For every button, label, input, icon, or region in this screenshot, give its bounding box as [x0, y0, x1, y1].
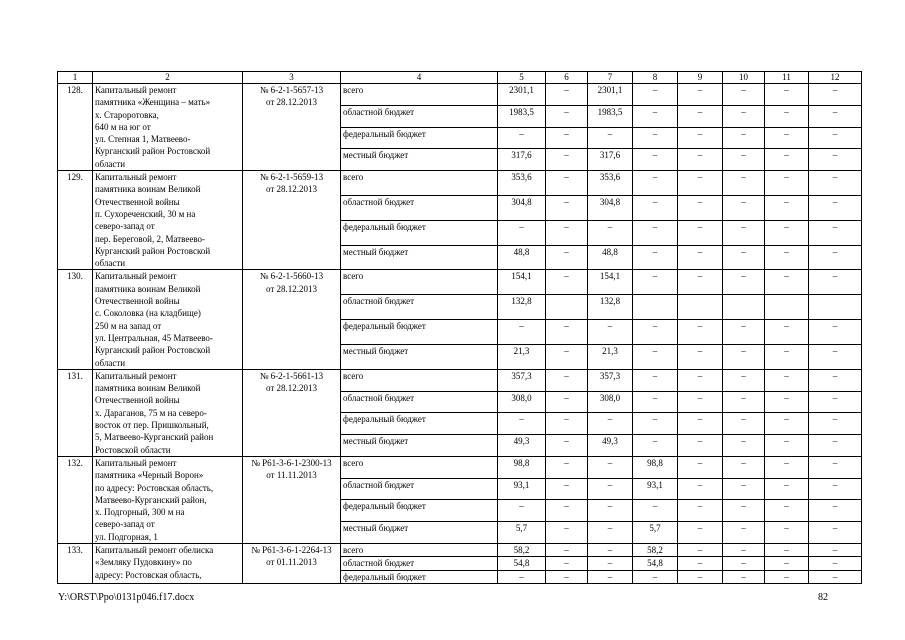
budget-value: 54,8 — [498, 557, 546, 570]
budget-value: – — [546, 127, 588, 149]
table-row — [58, 270, 862, 295]
budget-value: – — [498, 320, 546, 345]
budget-value: – — [633, 435, 678, 457]
budget-value: – — [546, 435, 588, 457]
column-number-row — [58, 72, 862, 84]
budget-value: – — [765, 344, 809, 369]
budget-value: 5,7 — [633, 522, 678, 544]
expertise-conclusion: № 6-2-1-5660-13 от 28.12.2013 — [243, 270, 341, 369]
budget-value: – — [633, 413, 678, 435]
budget-value: – — [546, 195, 588, 220]
budget-value: – — [723, 456, 765, 478]
row-number: 129. — [58, 171, 93, 270]
budget-value: – — [633, 220, 678, 245]
funding-source: местный бюджет — [341, 245, 498, 270]
budget-value: 353,6 — [588, 171, 633, 196]
column-number: 1 — [58, 72, 93, 84]
funding-source: федеральный бюджет — [341, 320, 498, 345]
budget-value: – — [546, 320, 588, 345]
budget-value: – — [633, 344, 678, 369]
budget-value: – — [765, 149, 809, 171]
budget-value: – — [723, 435, 765, 457]
row-number: 132. — [58, 456, 93, 543]
budget-value: – — [809, 344, 862, 369]
row-number: 131. — [58, 369, 93, 456]
funding-source: местный бюджет — [341, 435, 498, 457]
budget-value: – — [546, 413, 588, 435]
budget-value: – — [809, 456, 862, 478]
budget-value: – — [678, 557, 723, 570]
budget-value: – — [809, 149, 862, 171]
row-number: 130. — [58, 270, 93, 369]
budget-value: – — [765, 105, 809, 127]
budget-value: – — [546, 84, 588, 106]
budget-value: 317,6 — [498, 149, 546, 171]
budget-value: – — [546, 369, 588, 391]
budget-value: – — [633, 171, 678, 196]
budget-value: – — [723, 270, 765, 295]
budget-value: – — [809, 195, 862, 220]
budget-value: – — [546, 105, 588, 127]
budget-value: – — [809, 84, 862, 106]
budget-value: 132,8 — [498, 295, 546, 320]
page-number: 82 — [818, 592, 828, 603]
budget-value: – — [678, 245, 723, 270]
budget-value — [633, 295, 678, 320]
budget-value: – — [633, 320, 678, 345]
budget-value: – — [678, 171, 723, 196]
budget-value: – — [765, 500, 809, 522]
budget-value: – — [588, 570, 633, 583]
object-name: Капитальный ремонт памятника «Черный Ворон» по адресу: Ростовская область, Матвеево-Курганский район, х. Подгорный, 300 м на северо-запад от ул. Подгорная, 1 — [93, 456, 243, 543]
budget-value: 49,3 — [588, 435, 633, 457]
budget-value: – — [546, 270, 588, 295]
budget-value: – — [723, 105, 765, 127]
expertise-conclusion: № Р61-3-6-1-2300-13 от 11.11.2013 — [243, 456, 341, 543]
funding-source: всего — [341, 456, 498, 478]
budget-value — [723, 295, 765, 320]
budget-value: – — [809, 320, 862, 345]
budget-value: – — [678, 105, 723, 127]
budget-value: 58,2 — [498, 543, 546, 556]
budget-value: 1983,5 — [498, 105, 546, 127]
budget-value: 21,3 — [588, 344, 633, 369]
budget-value: 154,1 — [498, 270, 546, 295]
budget-value: – — [765, 320, 809, 345]
budget-value: 154,1 — [588, 270, 633, 295]
budget-value: – — [678, 500, 723, 522]
funding-source: областной бюджет — [341, 195, 498, 220]
budget-value: – — [588, 320, 633, 345]
budget-value: – — [765, 84, 809, 106]
budget-value: – — [765, 456, 809, 478]
budget-value: – — [633, 570, 678, 583]
column-number: 2 — [93, 72, 243, 84]
budget-value: – — [765, 220, 809, 245]
object-name: Капитальный ремонт памятника воинам Великой Отечественной войны с. Соколовка (на кладбище) 250 м на запад от ул. Центральная, 45 Матвеево- Курганский район Ростовской области — [93, 270, 243, 369]
column-number: 5 — [498, 72, 546, 84]
budget-value: – — [723, 320, 765, 345]
object-name: Капитальный ремонт памятника воинам Великой Отечественной войны п. Сухореченский, 30 м на северо-запад от пер. Береговой, 2, Матвеево- Курганский район Ростовской области — [93, 171, 243, 270]
budget-value: – — [546, 557, 588, 570]
expertise-conclusion: № 6-2-1-5659-13 от 28.12.2013 — [243, 171, 341, 270]
budget-value: – — [765, 369, 809, 391]
expertise-conclusion: № 6-2-1-5661-13 от 28.12.2013 — [243, 369, 341, 456]
budget-value: – — [678, 127, 723, 149]
budget-value: 2301,1 — [588, 84, 633, 106]
budget-value: 357,3 — [498, 369, 546, 391]
budget-value: 98,8 — [633, 456, 678, 478]
expertise-conclusion: № Р61-3-6-1-2264-13 от 01.11.2013 — [243, 543, 341, 583]
funding-source: федеральный бюджет — [341, 570, 498, 583]
budget-value: 49,3 — [498, 435, 546, 457]
budget-value: 48,8 — [588, 245, 633, 270]
budget-value: – — [546, 149, 588, 171]
budget-value: – — [588, 522, 633, 544]
budget-value: – — [546, 391, 588, 413]
budget-value: – — [765, 270, 809, 295]
budget-value: – — [633, 105, 678, 127]
budget-value: – — [633, 127, 678, 149]
budget-value: – — [678, 543, 723, 556]
budget-value: – — [633, 84, 678, 106]
budget-value: – — [809, 391, 862, 413]
budget-value: – — [723, 127, 765, 149]
funding-source: федеральный бюджет — [341, 413, 498, 435]
budget-value — [546, 295, 588, 320]
budget-value: – — [809, 570, 862, 583]
budget-value: – — [723, 570, 765, 583]
budget-value: – — [765, 522, 809, 544]
budget-value: – — [678, 220, 723, 245]
funding-source: местный бюджет — [341, 522, 498, 544]
column-number: 4 — [341, 72, 498, 84]
budget-value: 317,6 — [588, 149, 633, 171]
column-number: 10 — [723, 72, 765, 84]
table-row — [58, 369, 862, 391]
budget-value: – — [498, 570, 546, 583]
budget-value: – — [809, 413, 862, 435]
budget-value: – — [765, 171, 809, 196]
budget-value: – — [546, 344, 588, 369]
budget-value: – — [633, 195, 678, 220]
column-number: 7 — [588, 72, 633, 84]
budget-value: – — [723, 171, 765, 196]
budget-value: 93,1 — [498, 478, 546, 500]
budget-value: – — [723, 84, 765, 106]
object-name: Капитальный ремонт памятника воинам Великой Отечественной войны х. Дараганов, 75 м на северо- восток от пер. Пришкольный, 5, Матвеево-Курганский район Ростовской области — [93, 369, 243, 456]
budget-value: – — [498, 220, 546, 245]
budget-value: – — [678, 391, 723, 413]
budget-value: 304,8 — [588, 195, 633, 220]
row-number: 133. — [58, 543, 93, 583]
budget-value: – — [588, 456, 633, 478]
budget-value: – — [588, 478, 633, 500]
budget-value: – — [765, 195, 809, 220]
row-number: 128. — [58, 84, 93, 171]
budget-value: – — [633, 369, 678, 391]
budget-value: – — [546, 522, 588, 544]
budget-value: – — [765, 413, 809, 435]
budget-value: – — [678, 570, 723, 583]
budget-value: – — [809, 171, 862, 196]
budget-value: 308,0 — [498, 391, 546, 413]
budget-value: – — [723, 245, 765, 270]
funding-source: всего — [341, 171, 498, 196]
budget-value: 54,8 — [633, 557, 678, 570]
budget-table — [57, 71, 862, 584]
budget-value: – — [678, 344, 723, 369]
column-number: 12 — [809, 72, 862, 84]
budget-value: – — [723, 478, 765, 500]
budget-value: – — [723, 149, 765, 171]
budget-value: – — [633, 270, 678, 295]
funding-source: областной бюджет — [341, 391, 498, 413]
column-number: 3 — [243, 72, 341, 84]
budget-value: 308,0 — [588, 391, 633, 413]
column-number: 11 — [765, 72, 809, 84]
column-number: 8 — [633, 72, 678, 84]
budget-value: – — [765, 245, 809, 270]
budget-value: – — [765, 570, 809, 583]
budget-value: – — [588, 413, 633, 435]
budget-value: – — [809, 500, 862, 522]
budget-value: – — [809, 522, 862, 544]
funding-source: всего — [341, 270, 498, 295]
budget-value: – — [723, 522, 765, 544]
funding-source: областной бюджет — [341, 557, 498, 570]
budget-value: – — [723, 220, 765, 245]
budget-value: – — [546, 570, 588, 583]
funding-source: областной бюджет — [341, 295, 498, 320]
budget-value: – — [546, 478, 588, 500]
budget-value: – — [678, 413, 723, 435]
expertise-conclusion: № 6-2-1-5657-13 от 28.12.2013 — [243, 84, 341, 171]
budget-value — [765, 295, 809, 320]
budget-value — [809, 295, 862, 320]
budget-value: – — [765, 543, 809, 556]
budget-value: – — [809, 435, 862, 457]
budget-value: 5,7 — [498, 522, 546, 544]
budget-value: – — [546, 543, 588, 556]
budget-value: 304,8 — [498, 195, 546, 220]
budget-value: 353,6 — [498, 171, 546, 196]
object-name: Капитальный ремонт памятника «Женщина – мать» х. Староротовка, 640 м на юг от ул. Степная 1, Матвеево- Курганский район Ростовской области — [93, 84, 243, 171]
budget-value: – — [633, 500, 678, 522]
budget-value: – — [809, 557, 862, 570]
budget-value: 48,8 — [498, 245, 546, 270]
column-number: 6 — [546, 72, 588, 84]
budget-value: – — [765, 391, 809, 413]
funding-source: всего — [341, 84, 498, 106]
budget-value: – — [809, 220, 862, 245]
table-row — [58, 171, 862, 196]
budget-value: 357,3 — [588, 369, 633, 391]
budget-value: – — [765, 435, 809, 457]
funding-source: местный бюджет — [341, 149, 498, 171]
budget-value — [678, 295, 723, 320]
budget-value: – — [765, 478, 809, 500]
budget-value: – — [809, 105, 862, 127]
budget-value: 98,8 — [498, 456, 546, 478]
budget-value: – — [765, 557, 809, 570]
budget-value: – — [678, 270, 723, 295]
budget-value: – — [723, 557, 765, 570]
funding-source: федеральный бюджет — [341, 220, 498, 245]
funding-source: областной бюджет — [341, 105, 498, 127]
budget-value: – — [546, 500, 588, 522]
budget-value: – — [498, 500, 546, 522]
table-row — [58, 84, 862, 106]
funding-source: всего — [341, 543, 498, 556]
budget-value: – — [723, 413, 765, 435]
budget-value: – — [723, 391, 765, 413]
budget-value: – — [678, 320, 723, 345]
budget-value: – — [588, 500, 633, 522]
budget-value: – — [588, 127, 633, 149]
budget-value: – — [588, 557, 633, 570]
budget-value: – — [678, 149, 723, 171]
budget-value: – — [678, 522, 723, 544]
table-row — [58, 543, 862, 556]
table-row — [58, 456, 862, 478]
budget-value: – — [809, 270, 862, 295]
funding-source: всего — [341, 369, 498, 391]
budget-value: – — [678, 456, 723, 478]
funding-source: федеральный бюджет — [341, 500, 498, 522]
budget-value: – — [723, 195, 765, 220]
budget-value: 132,8 — [588, 295, 633, 320]
budget-value: – — [723, 369, 765, 391]
budget-value: – — [633, 391, 678, 413]
funding-source: областной бюджет — [341, 478, 498, 500]
budget-value: – — [498, 413, 546, 435]
budget-value: 1983,5 — [588, 105, 633, 127]
budget-value: – — [809, 245, 862, 270]
budget-value: – — [633, 245, 678, 270]
budget-value: 21,3 — [498, 344, 546, 369]
file-path: Y:\ORST\Ppo\0131p046.f17.docx — [58, 592, 195, 603]
budget-value: – — [678, 369, 723, 391]
budget-value: – — [678, 478, 723, 500]
budget-value: – — [546, 456, 588, 478]
budget-value: – — [723, 500, 765, 522]
column-number: 9 — [678, 72, 723, 84]
budget-value: – — [588, 543, 633, 556]
budget-value: – — [498, 127, 546, 149]
budget-value: – — [546, 245, 588, 270]
funding-source: местный бюджет — [341, 344, 498, 369]
budget-value: – — [678, 195, 723, 220]
budget-value: – — [678, 84, 723, 106]
budget-value: – — [809, 478, 862, 500]
budget-value: – — [723, 543, 765, 556]
budget-value: – — [546, 220, 588, 245]
object-name: Капитальный ремонт обелиска «Земляку Пудовкину» по адресу: Ростовская область, — [93, 543, 243, 583]
budget-value: – — [546, 171, 588, 196]
budget-value: – — [765, 127, 809, 149]
budget-value: 93,1 — [633, 478, 678, 500]
budget-value: – — [809, 127, 862, 149]
budget-value: – — [809, 369, 862, 391]
budget-value: – — [588, 220, 633, 245]
funding-source: федеральный бюджет — [341, 127, 498, 149]
budget-value: – — [723, 344, 765, 369]
budget-value: 58,2 — [633, 543, 678, 556]
budget-value: – — [633, 149, 678, 171]
budget-value: – — [809, 543, 862, 556]
budget-value: 2301,1 — [498, 84, 546, 106]
budget-value: – — [678, 435, 723, 457]
